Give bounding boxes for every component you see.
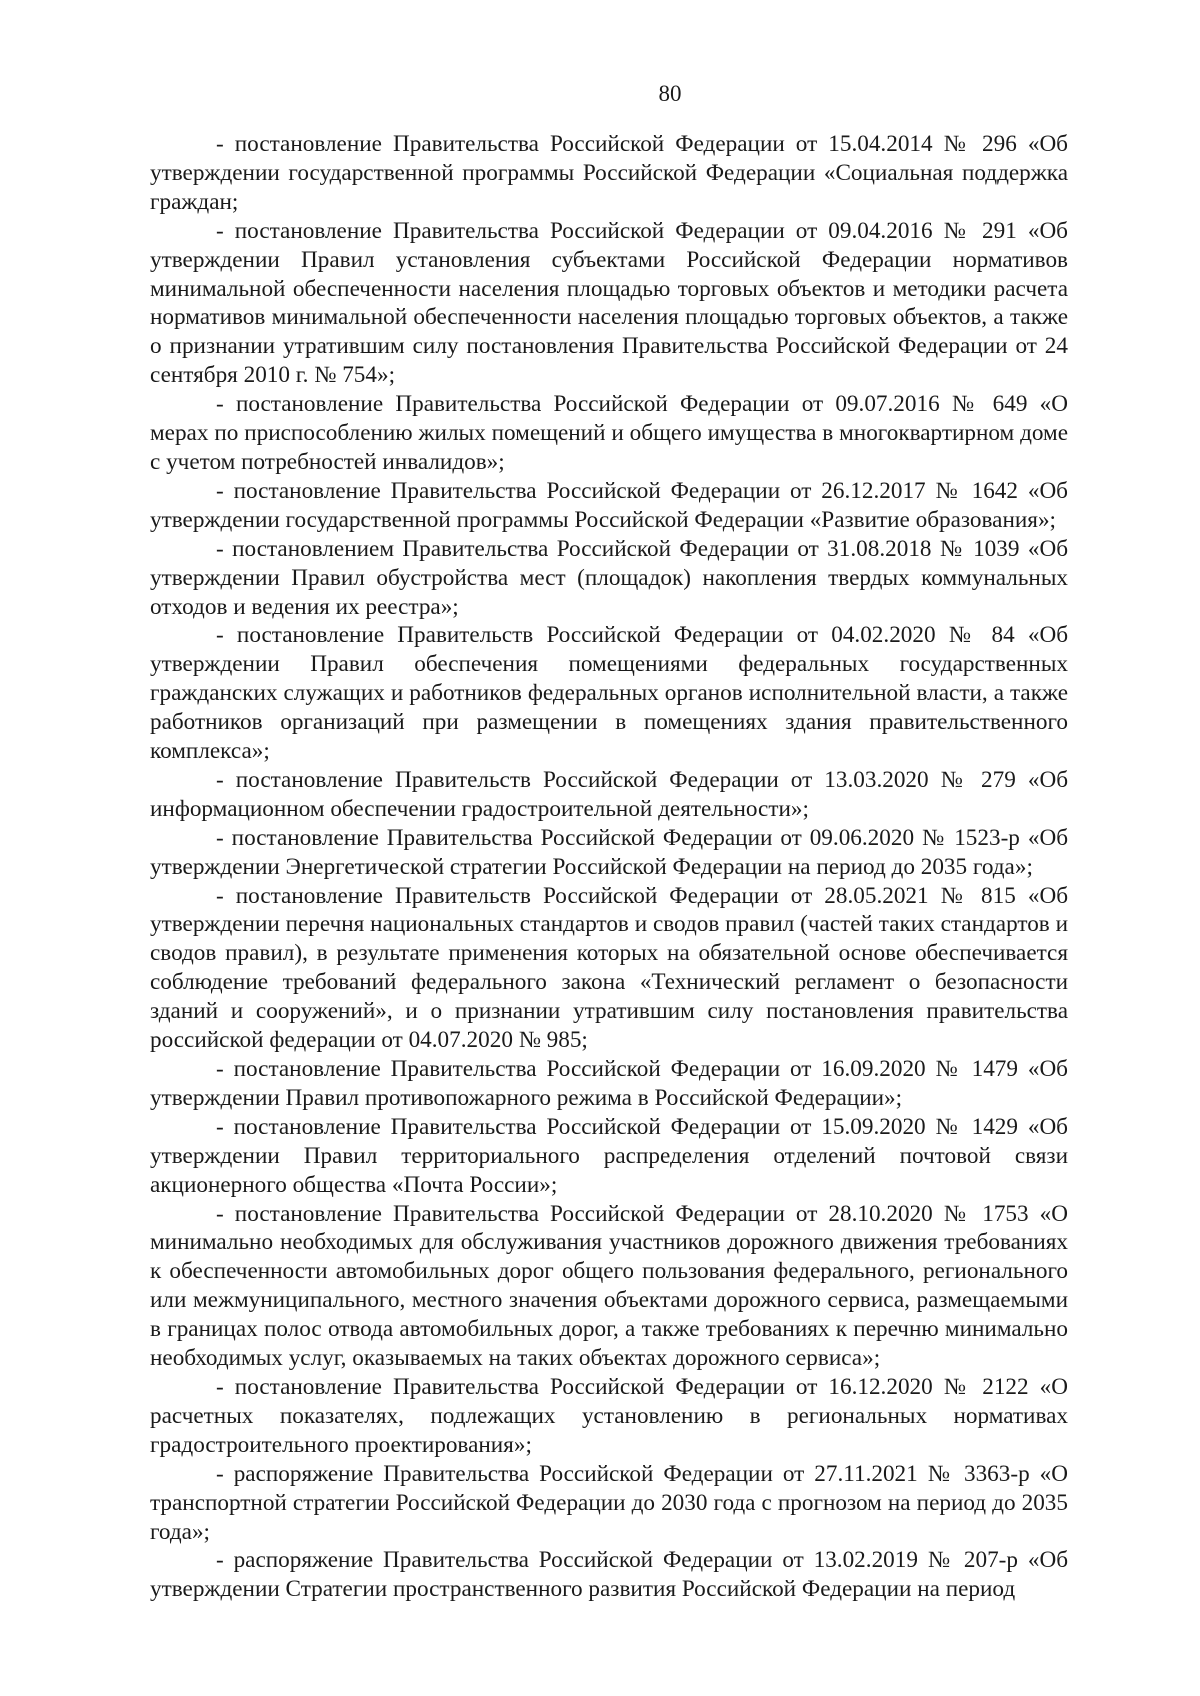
list-item: - постановление Правительства Российской Федерации от 16.12.2020 № 2122 «О расчетных показателях, подлежащих установлению в региональных нормативах градостроительного проектирования»; xyxy=(150,1373,1068,1458)
list-item: - постановление Правительства Российской Федерации от 28.10.2020 № 1753 «О минимально необходимых для обслуживания участников дорожного движения требованиях к обеспеченности автомобильных дорог общего пользования федерального, регионального или межмуниципального, местного значения объектами дорожного сервиса, размещаемыми в границах полос отвода автомобильных дорог, а также требованиях к перечню минимально необходимых услуг, оказываемых на таких объектах дорожного сервиса»; xyxy=(150,1200,1068,1372)
list-item: - постановление Правительства Российской Федерации от 09.07.2016 № 649 «О мерах по приспособлению жилых помещений и общего имущества в многоквартирном доме с учетом потребностей инвалидов»; xyxy=(150,391,1068,475)
list-item: - постановление Правительств Российской Федерации от 04.02.2020 № 84 «Об утверждении Правил обеспечения помещениями федеральных государственных гражданских служащих и работников федеральных органов исполнительной власти, а также работников организаций при размещении в помещениях здания правительственного комплекса»; xyxy=(150,622,1068,765)
list-item: - постановление Правительств Российской Федерации от 13.03.2020 № 279 «Об информационном обеспечении градостроительной деятельности»; xyxy=(150,766,1068,822)
list-item: - постановление Правительства Российской Федерации от 09.06.2020 № 1523-р «Об утверждении Энергетической стратегии Российской Федерации на период до 2035 года»; xyxy=(150,824,1068,880)
list-item: - постановлением Правительства Российской Федерации от 31.08.2018 № 1039 «Об утверждении Правил обустройства мест (площадок) накопления твердых коммунальных отходов и ведения их реестра»; xyxy=(150,535,1068,620)
list-item: - постановление Правительства Российской Федерации от 16.09.2020 № 1479 «Об утверждении Правил противопожарного режима в Российской Федерации»; xyxy=(150,1056,1068,1111)
list-item: - распоряжение Правительства Российской Федерации от 13.02.2019 № 207-р «Об утверждении Стратегии пространственного развития Российской Федерации на период xyxy=(150,1547,1068,1603)
list-item: - постановление Правительства Российской Федерации от 09.04.2016 № 291 «Об утверждении Правил установления субъектами Российской Федерации нормативов минимальной обеспеченности населения площадью торговых объектов и методики расчета нормативов минимальной обеспеченности населения площадью торговых объектов, а также о признании утратившим силу постановления Правительства Российской Федерации от 24 сентября 2010 г. № 754»; xyxy=(150,217,1068,389)
list-item: - постановление Правительства Российской Федерации от 15.04.2014 № 296 «Об утверждении государственной программы Российской Федерации «Социальная поддержка граждан; xyxy=(150,131,1068,215)
list-item: - постановление Правительства Российской Федерации от 15.09.2020 № 1429 «Об утверждении Правил территориального распределения отделений почтовой связи акционерного общества «Почта России»; xyxy=(150,1113,1068,1198)
list-item: - распоряжение Правительства Российской Федерации от 27.11.2021 № 3363-р «О транспортной стратегии Российской Федерации до 2030 года с прогнозом на период до 2035 года»; xyxy=(150,1460,1068,1545)
document-body xyxy=(150,130,1068,1604)
list-item: - постановление Правительств Российской Федерации от 28.05.2021 № 815 «Об утверждении перечня национальных стандартов и сводов правил (частей таких стандартов и сводов правил), в результате применения которых на обязательной основе обеспечивается соблюдение требований федерального закона «Технический регламент о безопасности зданий и сооружений», и о признании утратившим силу постановления правительства российской федерации от 04.07.2020 № 985; xyxy=(150,882,1068,1054)
list-item: - постановление Правительства Российской Федерации от 26.12.2017 № 1642 «Об утверждении государственной программы Российской Федерации «Развитие образования»; xyxy=(150,477,1068,533)
page-number: 80 xyxy=(658,81,682,106)
